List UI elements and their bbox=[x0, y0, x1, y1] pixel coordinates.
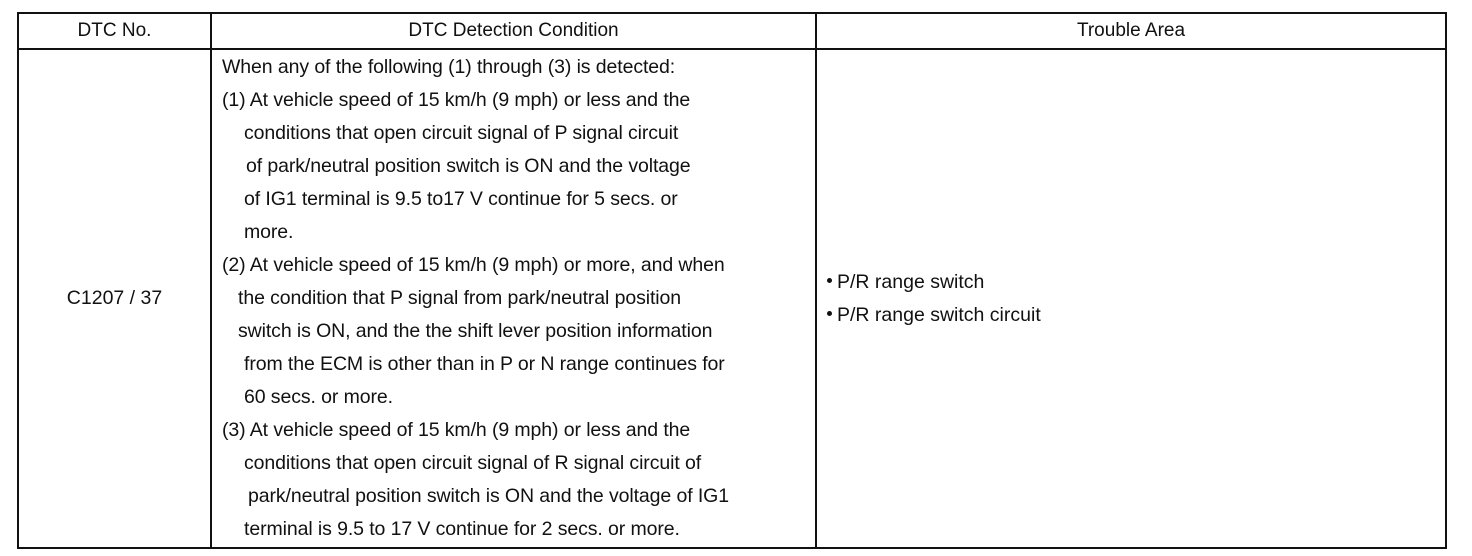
detection-condition-cell bbox=[211, 49, 816, 548]
trouble-area-item-label: P/R range switch bbox=[837, 270, 985, 293]
table-row bbox=[18, 49, 1446, 548]
trouble-area-item-label: P/R range switch circuit bbox=[837, 303, 1041, 326]
dtc-code-cell: C1207 / 37 bbox=[18, 49, 211, 548]
condition-line: When any of the following (1) through (3) is detected: bbox=[222, 56, 676, 78]
condition-line: 60 secs. or more. bbox=[244, 386, 393, 408]
dtc-table bbox=[17, 12, 1447, 549]
condition-line: of IG1 terminal is 9.5 to17 V continue for 5 secs. or bbox=[244, 188, 678, 210]
condition-line: conditions that open circuit signal of R signal circuit of bbox=[244, 452, 702, 474]
condition-line: the condition that P signal from park/neutral position bbox=[238, 287, 682, 309]
condition-line: park/neutral position switch is ON and the voltage of IG1 bbox=[248, 485, 729, 507]
header-detection-condition: DTC Detection Condition bbox=[211, 13, 816, 49]
condition-line: conditions that open circuit signal of P signal circuit bbox=[244, 122, 679, 144]
header-dtc-no: DTC No. bbox=[18, 13, 211, 49]
list-item bbox=[827, 266, 1445, 299]
condition-line: (3) At vehicle speed of 15 km/h (9 mph) or less and the bbox=[222, 419, 691, 441]
condition-line: from the ECM is other than in P or N range continues for bbox=[244, 353, 725, 375]
condition-line: more. bbox=[244, 221, 294, 243]
table-body bbox=[18, 49, 1446, 548]
header-row bbox=[18, 13, 1446, 49]
condition-line: terminal is 9.5 to 17 V continue for 2 secs. or more. bbox=[244, 518, 680, 540]
condition-line: of park/neutral position switch is ON and the voltage bbox=[246, 155, 691, 177]
condition-line: (1) At vehicle speed of 15 km/h (9 mph) or less and the bbox=[222, 89, 691, 111]
trouble-area-cell bbox=[816, 49, 1446, 548]
table-header bbox=[18, 13, 1446, 49]
bullet-icon bbox=[827, 278, 832, 283]
condition-line: switch is ON, and the the shift lever position information bbox=[238, 320, 713, 342]
list-item bbox=[827, 299, 1445, 332]
header-trouble-area: Trouble Area bbox=[816, 13, 1446, 49]
bullet-icon bbox=[827, 311, 832, 316]
condition-line: (2) At vehicle speed of 15 km/h (9 mph) or more, and when bbox=[222, 254, 725, 276]
